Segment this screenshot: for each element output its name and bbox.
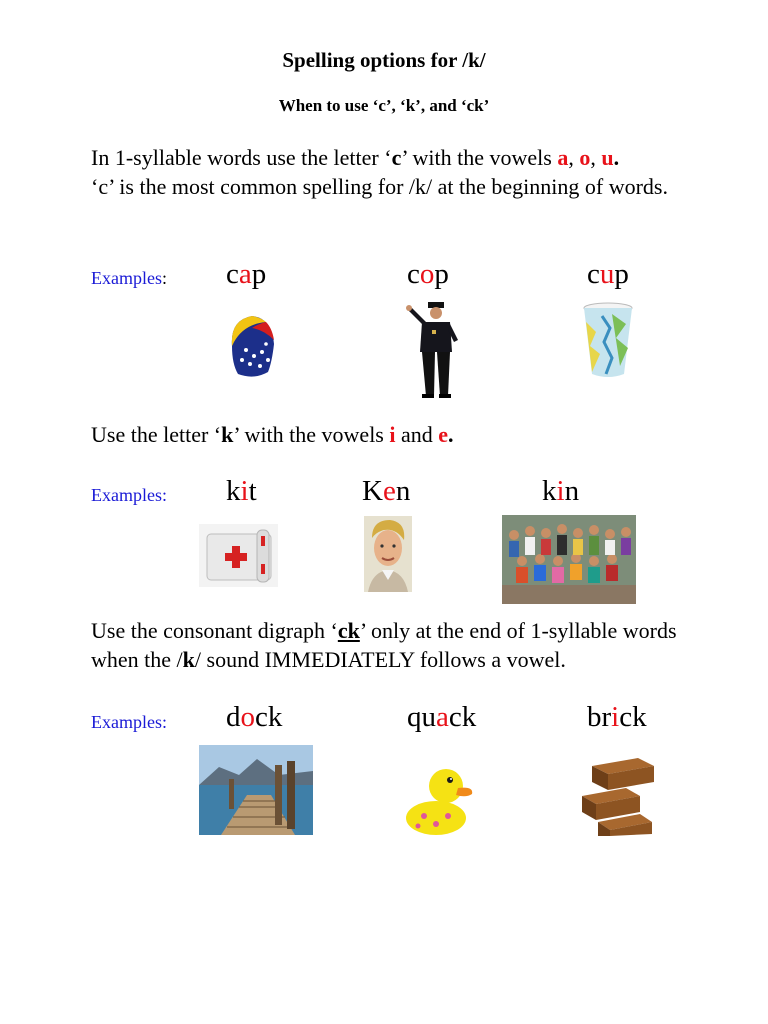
word-part: qu — [407, 701, 436, 733]
word-part: p — [251, 258, 267, 290]
example-word-kit — [226, 475, 257, 508]
family-group-image — [502, 515, 636, 604]
c-rule-letter: c — [391, 145, 402, 170]
word-part: ck — [619, 701, 647, 733]
word-part: p — [614, 258, 629, 290]
k-rule-paragraph — [91, 420, 711, 449]
examples-label-text: Examples — [91, 268, 162, 288]
vowel-o: o — [579, 145, 591, 170]
example-word-dock — [226, 701, 282, 734]
example-word-cap — [226, 258, 266, 291]
example-word-brick — [587, 701, 647, 734]
page-title: Spelling options for /k/ — [282, 48, 486, 72]
word-vowel: i — [240, 475, 249, 507]
examples-label — [91, 268, 167, 289]
word-vowel: a — [436, 701, 449, 733]
word-part: K — [362, 475, 383, 507]
k-rule-text-2: ’ with the vowels — [233, 422, 390, 447]
word-part: br — [587, 701, 612, 733]
vowel-separator: , — [590, 145, 602, 170]
ck-digraph: ck — [337, 618, 360, 643]
c-rule-paragraph — [91, 143, 711, 201]
word-part: k — [226, 475, 241, 507]
word-vowel: u — [599, 258, 615, 290]
ck-rule-text-3: / sound IMMEDIATELY follows a vowel. — [194, 647, 566, 672]
rubber-duck-image — [402, 758, 474, 838]
word-part: t — [248, 475, 257, 507]
examples-label: Examples: — [91, 485, 167, 505]
word-vowel: o — [240, 701, 255, 733]
example-word-quack — [407, 701, 476, 734]
sentence-period: . — [613, 145, 620, 170]
examples-colon: : — [161, 268, 167, 288]
word-part: p — [434, 258, 449, 290]
k-rule-and: and — [395, 422, 439, 447]
word-part: ck — [255, 701, 283, 733]
k-rule-text: Use the letter ‘ — [91, 422, 222, 447]
example-word-cup — [587, 258, 629, 291]
police-officer-image — [404, 300, 468, 400]
page-subtitle: When to use ‘c’, ‘k’, and ‘ck’ — [278, 96, 490, 115]
word-vowel: i — [611, 701, 620, 733]
c-rule-text-2: ’ with the vowels — [401, 145, 558, 170]
vowel-e: e — [438, 422, 449, 447]
wooden-dock-image — [199, 745, 313, 835]
baseball-cap-image — [224, 306, 278, 382]
word-part: c — [407, 258, 420, 290]
c-common-spelling-text: ‘c’ is the most common spelling for /k/ at the beginning of words. — [91, 174, 668, 199]
word-part: c — [587, 258, 600, 290]
ck-rule-letter: k — [182, 647, 195, 672]
c-rule-text: In 1-syllable words use the letter ‘ — [91, 145, 392, 170]
word-part: k — [542, 475, 557, 507]
word-vowel: e — [382, 475, 396, 507]
vowel-i: i — [389, 422, 396, 447]
example-word-cop — [407, 258, 449, 291]
sentence-period: . — [448, 422, 454, 447]
k-rule-letter: k — [221, 422, 234, 447]
word-part: n — [395, 475, 411, 507]
vowel-u: u — [601, 145, 614, 170]
ken-doll-image — [364, 516, 412, 592]
vowel-a: a — [557, 145, 569, 170]
word-part: ck — [448, 701, 477, 733]
ck-rule-text: Use the consonant digraph ‘ — [91, 618, 338, 643]
word-vowel: i — [556, 475, 565, 507]
word-vowel: a — [238, 258, 252, 290]
example-word-kin — [542, 475, 579, 508]
bricks-image — [578, 756, 658, 836]
ck-rule-paragraph — [91, 616, 711, 674]
example-word-ken — [362, 475, 410, 508]
ck-rule-text-2: ’ only at the end of 1-syllable words when the / — [91, 618, 677, 672]
paper-cup-image — [582, 302, 634, 380]
examples-label: Examples: — [91, 712, 167, 732]
word-vowel: o — [419, 258, 435, 290]
first-aid-kit-image — [199, 524, 278, 587]
word-part: c — [226, 258, 239, 290]
word-part: n — [564, 475, 580, 507]
vowel-separator: , — [568, 145, 580, 170]
word-part: d — [226, 701, 241, 733]
